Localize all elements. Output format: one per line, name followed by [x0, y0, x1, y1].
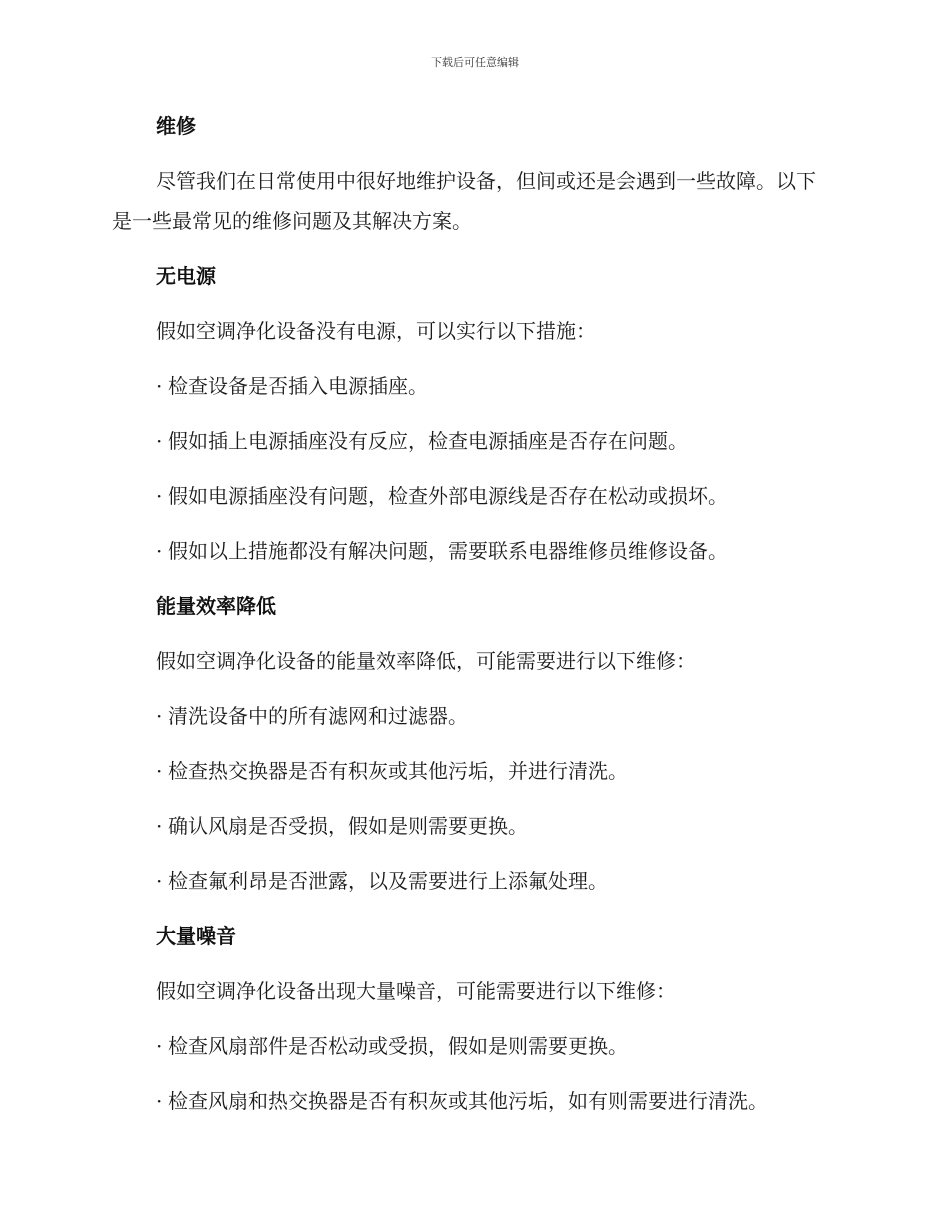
list-item: [112, 366, 832, 406]
list-item: [112, 531, 832, 571]
efficiency-intro: 假如空调净化设备的能量效率降低，可能需要进行以下维修：: [156, 649, 696, 673]
list-item-text: 检查氟利昂是否泄露，以及需要进行上添氟处理。: [168, 869, 608, 893]
bullet-mark: ·: [156, 759, 163, 783]
list-item: [112, 806, 832, 846]
bullet-mark: ·: [156, 374, 163, 398]
no-power-intro: 假如空调净化设备没有电源，可以实行以下措施：: [156, 319, 596, 343]
list-item: [112, 421, 832, 461]
list-item-text: 假如插上电源插座没有反应，检查电源插座是否存在问题。: [168, 429, 688, 453]
list-item: [112, 476, 832, 516]
list-item: [112, 1026, 832, 1066]
list-item-text: 假如电源插座没有问题，检查外部电源线是否存在松动或损坏。: [168, 484, 728, 508]
list-item-text: 确认风扇是否受损，假如是则需要更换。: [168, 814, 528, 838]
bullet-mark: ·: [156, 869, 163, 893]
bullet-mark: ·: [156, 1034, 163, 1058]
document-body: [112, 106, 832, 1136]
repair-intro-paragraph: 尽管我们在日常使用中很好地维护设备，但间或还是会遇到一些故障。以下是一些最常见的维修问题及其解决方案。: [112, 169, 816, 233]
list-item-text: 检查设备是否插入电源插座。: [168, 374, 428, 398]
list-item-text: 检查热交换器是否有积灰或其他污垢，并进行清洗。: [168, 759, 628, 783]
list-item: [112, 751, 832, 791]
noise-intro: 假如空调净化设备出现大量噪音，可能需要进行以下维修：: [156, 979, 676, 1003]
list-item-text: 清洗设备中的所有滤网和过滤器。: [168, 704, 468, 728]
list-item-text: 检查风扇部件是否松动或受损，假如是则需要更换。: [168, 1034, 628, 1058]
bullet-mark: ·: [156, 704, 163, 728]
bullet-mark: ·: [156, 814, 163, 838]
section-heading-no-power: 无电源: [156, 264, 216, 288]
list-item: [112, 1081, 832, 1121]
section-heading-noise: 大量噪音: [156, 924, 236, 948]
section-heading-repair: 维修: [156, 114, 196, 138]
bullet-mark: ·: [156, 429, 163, 453]
bullet-mark: ·: [156, 539, 163, 563]
list-item: [112, 696, 832, 736]
list-item-text: 假如以上措施都没有解决问题，需要联系电器维修员维修设备。: [168, 539, 728, 563]
list-item-text: 检查风扇和热交换器是否有积灰或其他污垢，如有则需要进行清洗。: [168, 1089, 768, 1113]
bullet-mark: ·: [156, 484, 163, 508]
bullet-mark: ·: [156, 1089, 163, 1113]
section-heading-efficiency: 能量效率降低: [156, 594, 276, 618]
page-header: 下载后可任意编辑: [431, 56, 519, 69]
list-item: [112, 861, 832, 901]
